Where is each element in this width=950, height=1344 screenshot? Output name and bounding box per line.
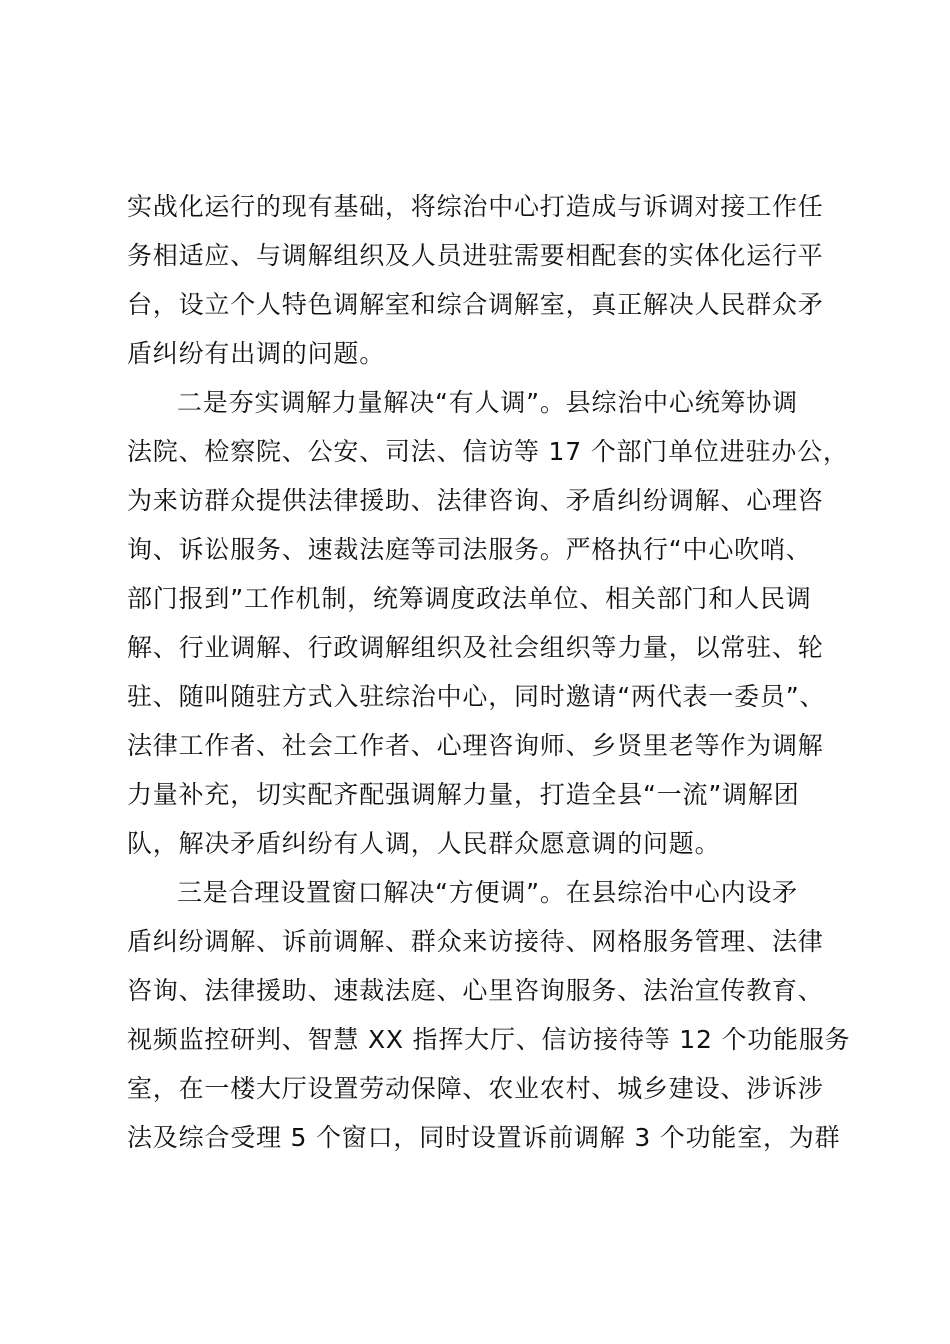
text-line: 实战化运行的现有基础，将综治中心打造成与诉调对接工作任 bbox=[127, 192, 824, 221]
text-line: 法及综合受理 5 个窗口，同时设置诉前调解 3 个功能室，为群 bbox=[127, 1123, 841, 1152]
text-line: 盾纠纷有出调的问题。 bbox=[127, 339, 386, 368]
text-line: 队，解决矛盾纠纷有人调，人民群众愿意调的问题。 bbox=[127, 829, 721, 858]
body-text bbox=[127, 182, 851, 1162]
text-line: 咨询、法律援助、速裁法庭、心里咨询服务、法治宣传教育、 bbox=[127, 976, 824, 1005]
text-line: 部门报到”工作机制，统筹调度政法单位、相关部门和人民调 bbox=[127, 584, 812, 613]
text-line: 台，设立个人特色调解室和综合调解室，真正解决人民群众矛 bbox=[127, 290, 824, 319]
text-line: 视频监控研判、智慧 XX 指挥大厅、信访接待等 12 个功能服务 bbox=[127, 1025, 851, 1054]
text-line: 盾纠纷调解、诉前调解、群众来访接待、网格服务管理、法律 bbox=[127, 927, 824, 956]
text-line: 驻、随叫随驻方式入驻综治中心，同时邀请“两代表一委员”、 bbox=[127, 682, 826, 711]
paragraph-start-line: 二是夯实调解力量解决“有人调”。县综治中心统筹协调 bbox=[177, 388, 798, 417]
text-line: 为来访群众提供法律援助、法律咨询、矛盾纠纷调解、心理咨 bbox=[127, 486, 824, 515]
text-line: 法院、检察院、公安、司法、信访等 17 个部门单位进驻办公， bbox=[127, 437, 849, 466]
text-line: 室，在一楼大厅设置劳动保障、农业农村、城乡建设、涉诉涉 bbox=[127, 1074, 824, 1103]
text-line: 询、诉讼服务、速裁法庭等司法服务。严格执行“中心吹哨、 bbox=[127, 535, 812, 564]
text-line: 法律工作者、社会工作者、心理咨询师、乡贤里老等作为调解 bbox=[127, 731, 824, 760]
text-line: 务相适应、与调解组织及人员进驻需要相配套的实体化运行平 bbox=[127, 241, 824, 270]
paragraph-start-line: 三是合理设置窗口解决“方便调”。在县综治中心内设矛 bbox=[177, 878, 798, 907]
text-line: 力量补充，切实配齐配强调解力量，打造全县“一流”调解团 bbox=[127, 780, 800, 809]
text-line: 解、行业调解、行政调解组织及社会组织等力量，以常驻、轮 bbox=[127, 633, 824, 662]
